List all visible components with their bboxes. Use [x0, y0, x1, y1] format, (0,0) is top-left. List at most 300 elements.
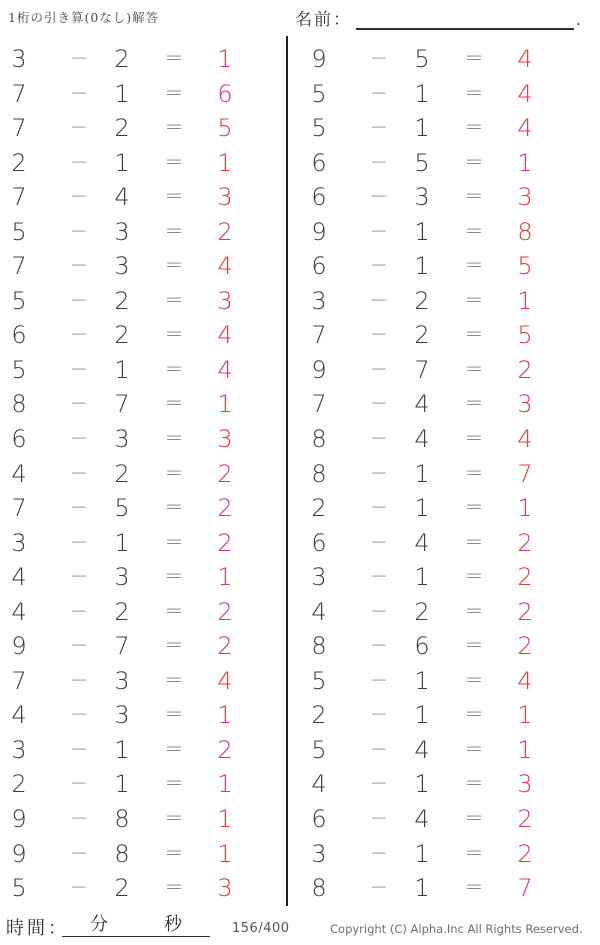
minuend: 5: [311, 114, 327, 143]
minus-sign: −: [369, 633, 389, 659]
problem-row: [304, 180, 554, 215]
minus-sign: −: [369, 115, 389, 141]
answer-value: 2: [517, 805, 533, 834]
equals-sign: =: [164, 184, 184, 210]
equals-sign: =: [164, 115, 184, 141]
minus-sign: −: [69, 598, 89, 624]
minus-sign: −: [369, 322, 389, 348]
subtrahend: 1: [414, 839, 430, 868]
problem-row: [304, 837, 554, 872]
answer-value: 3: [217, 286, 233, 315]
subtrahend: 1: [414, 770, 430, 799]
minus-sign: −: [69, 667, 89, 693]
time-blank-line: [62, 910, 210, 937]
minuend: 5: [311, 79, 327, 108]
minus-sign: −: [69, 736, 89, 762]
subtrahend: 4: [114, 183, 130, 212]
subtrahend: 7: [114, 632, 130, 661]
answer-value: 1: [517, 494, 533, 523]
problem-row: [4, 837, 254, 872]
worksheet-title: 1桁の引き算(0なし)解答: [8, 10, 160, 25]
problem-row: [4, 526, 254, 561]
problem-row: [304, 77, 554, 112]
minus-sign: −: [69, 806, 89, 832]
subtrahend: 4: [414, 735, 430, 764]
subtrahend: 3: [114, 563, 130, 592]
answer-value: 1: [217, 390, 233, 419]
equals-sign: =: [464, 495, 484, 521]
equals-sign: =: [164, 46, 184, 71]
minus-sign: −: [369, 806, 389, 832]
answer-value: 1: [517, 148, 533, 177]
problem-row: [304, 767, 554, 802]
equals-sign: =: [464, 356, 484, 382]
answer-value: 7: [517, 874, 533, 903]
answer-value: 1: [217, 45, 233, 73]
equals-sign: =: [464, 529, 484, 555]
subtrahend: 8: [114, 839, 130, 868]
problem-row: [4, 733, 254, 768]
minus-sign: −: [69, 564, 89, 590]
minuend: 4: [11, 701, 27, 730]
problem-row: [4, 767, 254, 802]
problem-row: [4, 560, 254, 595]
answer-value: 1: [217, 770, 233, 799]
problem-row: [4, 491, 254, 526]
equals-sign: =: [464, 218, 484, 244]
minuend: 3: [311, 286, 327, 315]
subtrahend: 1: [114, 770, 130, 799]
answer-value: 4: [517, 79, 533, 108]
answer-value: 1: [217, 148, 233, 177]
problem-row: [4, 664, 254, 699]
minuend: 2: [11, 770, 27, 799]
minus-sign: −: [369, 460, 389, 486]
answer-value: 3: [217, 425, 233, 454]
answer-value: 2: [517, 563, 533, 592]
minus-sign: −: [69, 184, 89, 210]
name-label: 名前：: [295, 10, 352, 30]
answer-value: 3: [217, 183, 233, 212]
minus-sign: −: [69, 840, 89, 866]
minus-sign: −: [69, 322, 89, 348]
problem-row: [4, 111, 254, 146]
minus-sign: −: [369, 667, 389, 693]
problem-row: [304, 284, 554, 319]
problem-row: [304, 560, 554, 595]
minus-sign: −: [369, 218, 389, 244]
minuend: 7: [11, 666, 27, 695]
subtrahend: 1: [114, 148, 130, 177]
minus-sign: −: [69, 875, 89, 901]
minus-sign: −: [369, 771, 389, 797]
minuend: 6: [311, 183, 327, 212]
problem-row: [4, 249, 254, 284]
subtrahend: 6: [414, 632, 430, 661]
equals-sign: =: [464, 598, 484, 624]
minuend: 9: [311, 355, 327, 384]
subtrahend: 1: [414, 217, 430, 246]
subtrahend: 7: [114, 390, 130, 419]
minus-sign: −: [369, 253, 389, 279]
problem-row: [4, 595, 254, 630]
equals-sign: =: [464, 149, 484, 175]
minutes-label: 分: [90, 914, 108, 935]
problem-row: [4, 215, 254, 250]
answer-value: 2: [217, 597, 233, 626]
copyright-text: Copyright (C) Alpha.Inc All Rights Reserved.: [330, 922, 583, 936]
answer-value: 5: [517, 321, 533, 350]
equals-sign: =: [164, 391, 184, 417]
subtrahend: 1: [414, 666, 430, 695]
minuend: 5: [311, 735, 327, 764]
answer-value: 4: [517, 666, 533, 695]
answer-value: 3: [217, 874, 233, 903]
equals-sign: =: [464, 391, 484, 417]
seconds-label: 秒: [164, 914, 182, 935]
problem-row: [304, 457, 554, 492]
minus-sign: −: [69, 80, 89, 106]
answer-value: 2: [217, 217, 233, 246]
minus-sign: −: [69, 702, 89, 728]
subtrahend: 1: [114, 355, 130, 384]
equals-sign: =: [464, 460, 484, 486]
minus-sign: −: [369, 736, 389, 762]
problem-row: [304, 526, 554, 561]
minuend: 6: [311, 805, 327, 834]
answer-value: 3: [517, 770, 533, 799]
problem-row: [4, 77, 254, 112]
problem-row: [4, 353, 254, 388]
equals-sign: =: [164, 287, 184, 313]
name-line-period: .: [576, 11, 581, 29]
problem-row: [4, 387, 254, 422]
minuend: 3: [311, 839, 327, 868]
subtrahend: 7: [414, 355, 430, 384]
problem-row: [304, 491, 554, 526]
subtrahend: 3: [114, 701, 130, 730]
equals-sign: =: [464, 287, 484, 313]
subtrahend: 4: [414, 390, 430, 419]
minus-sign: −: [69, 149, 89, 175]
subtrahend: 1: [414, 79, 430, 108]
name-blank-line: [356, 8, 574, 30]
problem-row: [304, 595, 554, 630]
minus-sign: −: [69, 426, 89, 452]
problem-row: [304, 871, 554, 906]
minuend: 2: [311, 701, 327, 730]
answer-value: 1: [217, 839, 233, 868]
minuend: 3: [11, 45, 27, 73]
minuend: 8: [311, 425, 327, 454]
minuend: 5: [11, 874, 27, 903]
minus-sign: −: [369, 840, 389, 866]
problem-row: [304, 111, 554, 146]
equals-sign: =: [464, 771, 484, 797]
minuend: 4: [11, 459, 27, 488]
minuend: 7: [11, 494, 27, 523]
equals-sign: =: [464, 46, 484, 71]
equals-sign: =: [164, 322, 184, 348]
minus-sign: −: [369, 80, 389, 106]
equals-sign: =: [164, 771, 184, 797]
answer-value: 4: [217, 666, 233, 695]
minuend: 9: [11, 632, 27, 661]
problem-row: [4, 284, 254, 319]
subtrahend: 5: [114, 494, 130, 523]
equals-sign: =: [164, 218, 184, 244]
answer-value: 2: [517, 632, 533, 661]
problem-row: [304, 215, 554, 250]
minus-sign: −: [369, 529, 389, 555]
equals-sign: =: [164, 736, 184, 762]
answer-value: 7: [517, 459, 533, 488]
minuend: 3: [311, 563, 327, 592]
equals-sign: =: [164, 529, 184, 555]
equals-sign: =: [164, 806, 184, 832]
answer-value: 6: [217, 79, 233, 108]
minuend: 6: [11, 321, 27, 350]
subtrahend: 2: [114, 321, 130, 350]
minuend: 8: [311, 459, 327, 488]
minus-sign: −: [69, 218, 89, 244]
answer-value: 2: [217, 528, 233, 557]
subtrahend: 1: [114, 79, 130, 108]
subtrahend: 3: [114, 666, 130, 695]
equals-sign: =: [464, 736, 484, 762]
problem-row: [4, 629, 254, 664]
minus-sign: −: [69, 495, 89, 521]
minuend: 5: [11, 286, 27, 315]
subtrahend: 2: [114, 874, 130, 903]
answer-value: 3: [517, 183, 533, 212]
minus-sign: −: [369, 287, 389, 313]
subtrahend: 4: [414, 528, 430, 557]
minus-sign: −: [369, 426, 389, 452]
equals-sign: =: [164, 875, 184, 901]
problem-row: [4, 871, 254, 906]
minus-sign: −: [69, 115, 89, 141]
minus-sign: −: [69, 46, 89, 71]
problem-row: [4, 318, 254, 353]
equals-sign: =: [164, 564, 184, 590]
problem-row: [304, 422, 554, 457]
answer-value: 2: [217, 735, 233, 764]
problem-row: [4, 146, 254, 181]
minuend: 6: [311, 528, 327, 557]
equals-sign: =: [164, 495, 184, 521]
problem-row: [4, 457, 254, 492]
minuend: 3: [11, 735, 27, 764]
answer-value: 2: [517, 355, 533, 384]
subtrahend: 3: [414, 183, 430, 212]
answer-value: 1: [217, 701, 233, 730]
minuend: 9: [311, 217, 327, 246]
subtrahend: 2: [414, 286, 430, 315]
answer-value: 5: [217, 114, 233, 143]
equals-sign: =: [464, 253, 484, 279]
subtrahend: 2: [114, 286, 130, 315]
minuend: 4: [11, 563, 27, 592]
problem-row: [304, 42, 554, 77]
minuend: 5: [11, 355, 27, 384]
minuend: 9: [11, 839, 27, 868]
minus-sign: −: [369, 564, 389, 590]
subtrahend: 5: [414, 45, 430, 73]
minuend: 9: [11, 805, 27, 834]
answer-value: 5: [517, 252, 533, 281]
answer-value: 2: [517, 839, 533, 868]
equals-sign: =: [164, 253, 184, 279]
subtrahend: 2: [114, 114, 130, 143]
minuend: 6: [311, 148, 327, 177]
subtrahend: 3: [114, 425, 130, 454]
problem-row: [304, 802, 554, 837]
answer-value: 1: [217, 805, 233, 834]
minus-sign: −: [69, 253, 89, 279]
subtrahend: 1: [414, 701, 430, 730]
answer-value: 1: [517, 701, 533, 730]
subtrahend: 1: [114, 528, 130, 557]
equals-sign: =: [464, 80, 484, 106]
subtrahend: 3: [114, 252, 130, 281]
equals-sign: =: [464, 806, 484, 832]
problem-row: [4, 42, 254, 77]
subtrahend: 1: [414, 459, 430, 488]
minuend: 6: [11, 425, 27, 454]
column-divider-line: [286, 36, 288, 906]
subtrahend: 1: [414, 252, 430, 281]
equals-sign: =: [164, 460, 184, 486]
problem-row: [304, 249, 554, 284]
answer-value: 1: [217, 563, 233, 592]
equals-sign: =: [464, 875, 484, 901]
equals-sign: =: [464, 115, 484, 141]
answer-value: 1: [517, 286, 533, 315]
answer-value: 2: [217, 494, 233, 523]
minuend: 7: [311, 390, 327, 419]
problem-row: [4, 802, 254, 837]
answer-value: 2: [217, 632, 233, 661]
problem-row: [304, 733, 554, 768]
subtrahend: 1: [414, 114, 430, 143]
minus-sign: −: [69, 287, 89, 313]
minuend: 7: [11, 114, 27, 143]
subtrahend: 2: [414, 597, 430, 626]
page-count: 156/400: [232, 921, 290, 936]
minuend: 8: [311, 632, 327, 661]
name-field-block: [295, 5, 581, 30]
subtrahend: 2: [414, 321, 430, 350]
minus-sign: −: [369, 149, 389, 175]
equals-sign: =: [464, 564, 484, 590]
minus-sign: −: [69, 771, 89, 797]
minuend: 6: [311, 252, 327, 281]
subtrahend: 8: [114, 805, 130, 834]
subtrahend: 2: [114, 45, 130, 73]
answer-value: 2: [517, 528, 533, 557]
problem-row: [4, 422, 254, 457]
problem-row: [304, 353, 554, 388]
answer-value: 4: [517, 425, 533, 454]
answer-value: 2: [217, 459, 233, 488]
equals-sign: =: [164, 356, 184, 382]
minuend: 3: [11, 528, 27, 557]
minus-sign: −: [69, 529, 89, 555]
footer: [0, 908, 600, 945]
answer-value: 4: [217, 355, 233, 384]
answer-value: 3: [517, 390, 533, 419]
minuend: 9: [311, 45, 327, 73]
time-label: 時間：: [6, 918, 69, 939]
equals-sign: =: [164, 149, 184, 175]
subtrahend: 3: [114, 217, 130, 246]
equals-sign: =: [464, 840, 484, 866]
minuend: 5: [11, 217, 27, 246]
subtrahend: 5: [414, 148, 430, 177]
equals-sign: =: [464, 667, 484, 693]
subtrahend: 1: [414, 494, 430, 523]
answer-value: 4: [517, 114, 533, 143]
minus-sign: −: [369, 875, 389, 901]
minuend: 4: [311, 597, 327, 626]
minus-sign: −: [369, 391, 389, 417]
problem-row: [304, 387, 554, 422]
subtrahend: 2: [114, 597, 130, 626]
minus-sign: −: [369, 702, 389, 728]
minus-sign: −: [69, 356, 89, 382]
minuend: 7: [311, 321, 327, 350]
minuend: 5: [311, 666, 327, 695]
problem-row: [304, 698, 554, 733]
minus-sign: −: [69, 633, 89, 659]
problems-column-left: [4, 42, 254, 906]
minus-sign: −: [369, 184, 389, 210]
equals-sign: =: [164, 840, 184, 866]
minuend: 4: [11, 597, 27, 626]
equals-sign: =: [464, 322, 484, 348]
answer-value: 4: [217, 252, 233, 281]
problem-row: [304, 664, 554, 699]
minuend: 7: [11, 79, 27, 108]
minus-sign: −: [369, 356, 389, 382]
answer-value: 4: [217, 321, 233, 350]
subtrahend: 2: [114, 459, 130, 488]
equals-sign: =: [164, 633, 184, 659]
subtrahend: 1: [414, 563, 430, 592]
subtrahend: 4: [414, 805, 430, 834]
equals-sign: =: [464, 426, 484, 452]
problem-row: [304, 629, 554, 664]
minuend: 4: [311, 770, 327, 799]
problem-row: [304, 318, 554, 353]
minuend: 2: [11, 148, 27, 177]
problems-column-right: [304, 42, 554, 906]
equals-sign: =: [164, 80, 184, 106]
minus-sign: −: [69, 391, 89, 417]
minus-sign: −: [69, 460, 89, 486]
subtrahend: 4: [414, 425, 430, 454]
equals-sign: =: [464, 184, 484, 210]
equals-sign: =: [164, 667, 184, 693]
equals-sign: =: [464, 702, 484, 728]
minuend: 2: [311, 494, 327, 523]
minus-sign: −: [369, 598, 389, 624]
minuend: 8: [311, 874, 327, 903]
equals-sign: =: [164, 598, 184, 624]
equals-sign: =: [464, 633, 484, 659]
minus-sign: −: [369, 495, 389, 521]
